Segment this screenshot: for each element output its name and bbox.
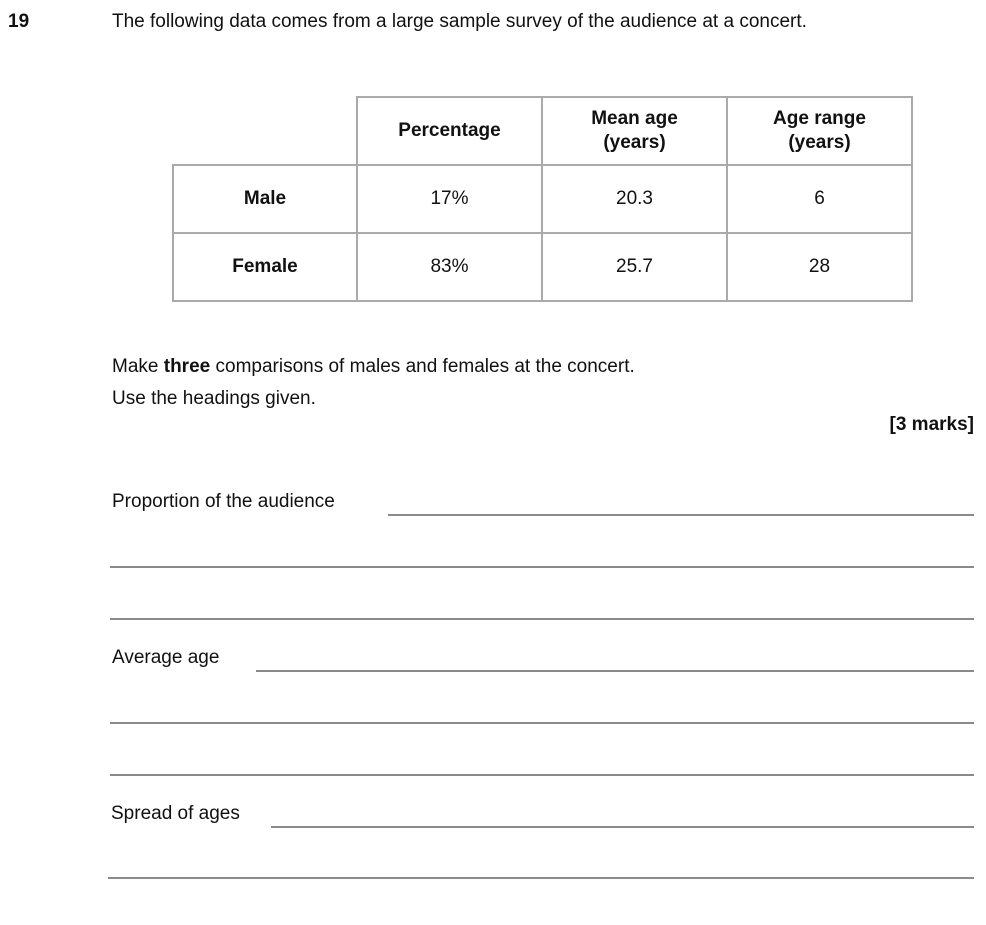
question-number: 19 [8, 11, 30, 32]
header-percentage [357, 97, 542, 165]
header-age-range-label: Age range [773, 108, 866, 129]
answer-line[interactable] [256, 670, 974, 672]
table-row [173, 233, 912, 301]
table-header-row [173, 97, 912, 165]
male-percentage: 17% [357, 165, 542, 233]
survey-table [172, 96, 913, 302]
male-mean-age: 20.3 [542, 165, 727, 233]
empty-corner-cell [173, 97, 357, 165]
female-percentage: 83% [357, 233, 542, 301]
instruction-suffix: comparisons of males and females at the concert. [210, 356, 635, 377]
header-age-range [727, 97, 912, 165]
answer-line[interactable] [110, 566, 974, 568]
table-row [173, 165, 912, 233]
answer-line[interactable] [271, 826, 974, 828]
answer-line[interactable] [388, 514, 974, 516]
marks-label: [3 marks] [889, 414, 974, 435]
heading-proportion: Proportion of the audience [112, 491, 335, 512]
male-age-range: 6 [727, 165, 912, 233]
question-intro: The following data comes from a large sample survey of the audience at a concert. [112, 11, 807, 32]
female-mean-age: 25.7 [542, 233, 727, 301]
row-label-female: Female [173, 233, 357, 301]
instruction-line-1 [112, 356, 635, 378]
answer-line[interactable] [110, 618, 974, 620]
header-age-range-unit: (years) [788, 132, 851, 153]
heading-average-age: Average age [112, 647, 220, 668]
header-percentage-label: Percentage [398, 120, 501, 141]
instruction-line-2: Use the headings given. [112, 388, 316, 409]
instruction-emphasis: three [163, 356, 211, 377]
heading-spread-of-ages: Spread of ages [111, 803, 240, 824]
instruction-prefix: Make [112, 356, 164, 377]
female-age-range: 28 [727, 233, 912, 301]
header-mean-age [542, 97, 727, 165]
answer-line[interactable] [108, 877, 974, 879]
answer-line[interactable] [110, 774, 974, 776]
header-mean-age-label: Mean age [591, 108, 678, 129]
answer-line[interactable] [110, 722, 974, 724]
row-label-male: Male [173, 165, 357, 233]
header-mean-age-unit: (years) [603, 132, 666, 153]
